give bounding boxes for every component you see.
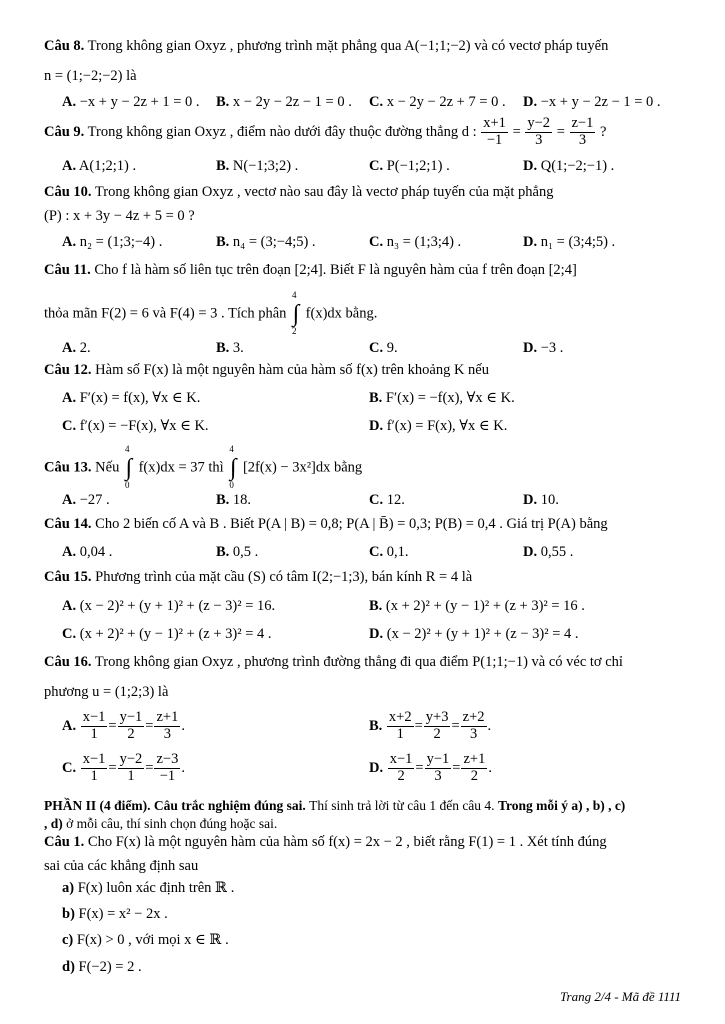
q8-stem-2: n = (1;−2;−2) là <box>44 68 137 84</box>
page-footer: Trang 2/4 - Mã đề 1111 <box>560 989 681 1004</box>
q11-integral-sign: 4 ∫ 2 <box>292 290 300 336</box>
q16-options-row2 <box>62 752 685 792</box>
q11-option-a: A. 2. <box>62 340 91 356</box>
q16-option-c: C. $\frac{x-1}{1}$ = $\frac{y-2}{1}$ = $\frac{z-3}{-1}$ . <box>62 751 185 784</box>
q16-stem-2: phương u = (1;2;3) là <box>44 684 169 700</box>
q10-stem: Câu 10. Trong không gian Oxyz , vectơ nào sau đây là vectơ pháp tuyến của mặt phẳng <box>44 184 554 200</box>
q13-integral-sign-2: 4 ∫ 0 <box>229 444 237 490</box>
q15-option-b: B. (x + 2)² + (y − 1)² + (z + 3)² = 16 . <box>369 598 585 614</box>
q14-option-d: D. 0,55 . <box>523 544 574 560</box>
q13-stem <box>44 444 685 490</box>
q10-stem-2: (P) : x + 3y − 4z + 5 = 0 ? <box>44 208 195 224</box>
q15-option-c: C. (x + 2)² + (y − 1)² + (z + 3)² = 4 . <box>62 626 272 642</box>
q15-options-row2 <box>62 626 685 646</box>
p2q1-stem-2: sai của các khẳng định sau <box>44 858 199 874</box>
q9-fraction-x: $\frac{x+1}{-1}$ <box>483 115 506 148</box>
p2q1-item-a: a) F(x) luôn xác định trên ℝ . <box>62 880 235 896</box>
q16-option-a: A. $\frac{x-1}{1}$ = $\frac{y-1}{2}$ = $\frac{z+1}{3}$ . <box>62 709 185 742</box>
q8-option-c: C. x − 2y − 2z + 7 = 0 . <box>369 94 506 110</box>
q8-option-d: D. −x + y − 2z − 1 = 0 . <box>523 94 661 110</box>
part2-heading-2: , d) ở mỗi câu, thí sinh chọn đúng hoặc sai. <box>44 816 278 831</box>
p2q1-item-b: b) F(x) = x² − 2x . <box>62 906 168 922</box>
q11-option-b: B. 3. <box>216 340 244 356</box>
q9-option-b: B. N(−1;3;2) . <box>216 158 299 174</box>
q9-option-a: A. A(1;2;1) . <box>62 158 137 174</box>
q16-option-d: D. $\frac{x-1}{2}$ = $\frac{y-1}{3}$ = $\frac{z+1}{2}$ . <box>369 751 492 784</box>
q11-stem-2a: thỏa mãn F(2) = 6 và F(4) = 3 . Tích phân <box>44 305 287 322</box>
q13-stem-c: [2f(x) − 3x²]dx bằng <box>242 459 363 476</box>
q12-option-a: A. F′(x) = f(x), ∀x ∈ K. <box>62 390 201 406</box>
q12-option-c: C. f′(x) = −F(x), ∀x ∈ K. <box>62 418 209 434</box>
q12-options-row2 <box>62 418 685 438</box>
q12-option-d: D. f′(x) = F(x), ∀x ∈ K. <box>369 418 508 434</box>
q9-stem: Câu 9. Trong không gian Oxyz , điểm nào dưới đây thuộc đường thẳng d : $\frac{x+1}{-1}$ = $\frac{y-2}{3}$ = $\frac{z-1}{3}$ ? <box>44 115 607 148</box>
q16-option-b: B. $\frac{x+2}{1}$ = $\frac{y+3}{2}$ = $\frac{z+2}{3}$ . <box>369 709 492 742</box>
q13-option-b: B. 18. <box>216 492 252 508</box>
q12-options-row1 <box>62 390 685 410</box>
q8-options <box>62 94 685 114</box>
q16-options-row1 <box>62 710 685 750</box>
q11-stem-2 <box>44 290 685 336</box>
q13-integral-sign-1: 4 ∫ 0 <box>124 444 133 490</box>
q13-stem-b: f(x)dx = 37 thì <box>138 459 224 476</box>
q14-option-a: A. 0,04 . <box>62 544 113 560</box>
q12-stem: Câu 12. Hàm số F(x) là một nguyên hàm của hàm số f(x) trên khoảng K nếu <box>44 362 489 378</box>
q11-stem: Câu 11. Cho f là hàm số liên tục trên đoạn [2;4]. Biết F là nguyên hàm của f trên đoạn [2;4] <box>44 262 577 278</box>
q11-options <box>62 340 685 360</box>
p2q1-stem: Câu 1. Cho F(x) là một nguyên hàm của hàm số f(x) = 2x − 2 , biết rằng F(1) = 1 . Xét tính đúng <box>44 834 607 850</box>
q12-option-b: B. F′(x) = −f(x), ∀x ∈ K. <box>369 390 515 406</box>
q14-stem: Câu 14. Cho 2 biến cố A và B . Biết P(A | B) = 0,8; P(A | B̄) = 0,3; P(B) = 0,4 . Giá trị P(A) bằng <box>44 516 608 532</box>
q10-option-a: A. n₂ = (1;3;−4) . <box>62 234 163 250</box>
q8-stem: Câu 8. Trong không gian Oxyz , phương trình mặt phẳng qua A(−1;1;−2) và có vectơ pháp tuyến <box>44 38 609 54</box>
q8-option-a: A. −x + y − 2z + 1 = 0 . <box>62 94 200 110</box>
q9-fraction-y: $\frac{y-2}{3}$ <box>527 115 551 148</box>
q10-options <box>62 234 685 254</box>
q10-option-c: C. n₃ = (1;3;4) . <box>369 234 462 250</box>
q9-question-mark: ? <box>600 123 607 140</box>
q11-option-d: D. −3 . <box>523 340 564 356</box>
q13-option-a: A. −27 . <box>62 492 110 508</box>
q15-options-row1 <box>62 598 685 618</box>
q15-option-d: D. (x − 2)² + (y + 1)² + (z − 3)² = 4 . <box>369 626 579 642</box>
p2q1-item-c: c) F(x) > 0 , với mọi x ∈ ℝ . <box>62 932 229 948</box>
q11-option-c: C. 9. <box>369 340 398 356</box>
q13-options <box>62 492 685 512</box>
q10-option-b: B. n₄ = (3;−4;5) . <box>216 234 316 250</box>
q13-option-c: C. 12. <box>369 492 405 508</box>
q14-option-b: B. 0,5 . <box>216 544 259 560</box>
q14-options <box>62 544 685 564</box>
q8-option-b: B. x − 2y − 2z − 1 = 0 . <box>216 94 352 110</box>
q13-option-d: D. 10. <box>523 492 559 508</box>
part2-heading: PHẦN II (4 điểm). Câu trắc nghiệm đúng sai. Thí sinh trả lời từ câu 1 đến câu 4. Trong mỗi ý a) , b) , c) <box>44 798 626 813</box>
q16-stem: Câu 16. Trong không gian Oxyz , phương trình đường thẳng đi qua điểm P(1;1;−1) và có véc tơ chỉ <box>44 654 623 670</box>
q9-fraction-z: $\frac{z-1}{3}$ <box>571 115 594 148</box>
q14-option-c: C. 0,1. <box>369 544 409 560</box>
q10-option-d: D. n₁ = (3;4;5) . <box>523 234 616 250</box>
q15-option-a: A. (x − 2)² + (y + 1)² + (z − 3)² = 16. <box>62 598 276 614</box>
q11-stem-2b: f(x)dx bằng. <box>305 305 378 322</box>
q9-option-d: D. Q(1;−2;−1) . <box>523 158 615 174</box>
q15-stem: Câu 15. Phương trình của mặt cầu (S) có tâm I(2;−1;3), bán kính R = 4 là <box>44 569 473 585</box>
q9-options <box>62 158 685 178</box>
q13-stem-a: Câu 13. Nếu <box>44 459 120 476</box>
p2q1-item-d: d) F(−2) = 2 . <box>62 959 142 975</box>
q9-stem-text: Câu 9. Trong không gian Oxyz , điểm nào dưới đây thuộc đường thẳng d : <box>44 123 477 140</box>
q9-option-c: C. P(−1;2;1) . <box>369 158 450 174</box>
